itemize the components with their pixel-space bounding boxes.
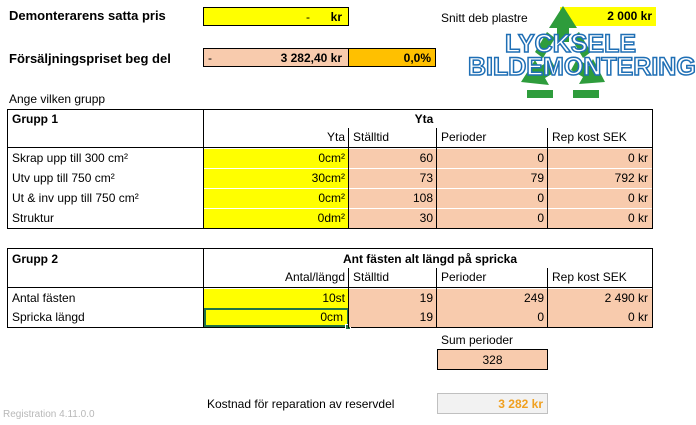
sum-value: 328 <box>437 349 548 370</box>
forsalj-value: 3 282,40 kr <box>280 51 342 65</box>
table-row-label: Skrap upp till 300 cm² <box>12 151 129 165</box>
table-row-label: Struktur <box>12 211 55 225</box>
demont-label: Demonterarens satta pris <box>9 8 166 23</box>
total-value: 3 282 kr <box>437 393 548 414</box>
logo-line1: LYCKSELE <box>505 30 637 58</box>
group1-header-yta: Yta <box>326 130 345 144</box>
table-cell-yta[interactable]: 0cm² <box>204 189 349 208</box>
table-row-label: Utv upp till 750 cm² <box>12 171 115 185</box>
table-row-label: Spricka längd <box>12 310 85 324</box>
group2-header-stalltid: Ställtid <box>353 270 390 284</box>
forsalj-percent[interactable]: 0,0% <box>348 48 436 67</box>
table-cell-perioder: 0 <box>437 209 548 228</box>
table-cell-stalltid: 108 <box>349 189 437 208</box>
forsalj-dash: - <box>208 51 212 65</box>
table-cell-yta[interactable]: 0dm² <box>204 209 349 228</box>
table-cell-kost: 0 kr <box>548 149 652 168</box>
registration-text: Registration 4.11.0.0 <box>3 409 95 420</box>
group1-header-perioder: Perioder <box>441 130 487 144</box>
demont-dash: - <box>306 10 310 24</box>
group1-title: Grupp 1 <box>12 112 59 126</box>
table-cell-kost: 2 490 kr <box>548 289 652 308</box>
table-row-label: Ut & inv upp till 750 cm² <box>12 191 139 205</box>
group1-header-stalltid: Ställtid <box>353 130 390 144</box>
table-cell-perioder: 0 <box>437 308 548 327</box>
demont-price-cell[interactable] <box>203 7 349 26</box>
table-cell-stalltid: 30 <box>349 209 437 228</box>
group-prompt: Ange vilken grupp <box>9 92 106 106</box>
table-cell-stalltid: 19 <box>349 289 437 308</box>
table-cell-antal[interactable]: 10st <box>204 289 349 308</box>
forsalj-price-cell[interactable] <box>203 48 349 67</box>
table-cell-stalltid: 60 <box>349 149 437 168</box>
group2-section: Ant fästen alt längd på spricka <box>342 252 518 266</box>
table-cell-perioder: 0 <box>437 149 548 168</box>
forsalj-label: Försäljningspriset beg del <box>9 51 171 66</box>
snitt-label: Snitt deb plastre <box>441 11 528 25</box>
sum-label: Sum perioder <box>441 333 514 347</box>
logo-line2: BILDEMONTERING <box>468 53 696 81</box>
group1-header-kost: Rep kost SEK <box>552 130 627 144</box>
group1-section: Yta <box>414 112 434 126</box>
table-cell-perioder: 249 <box>437 289 548 308</box>
table-cell-spricka-selected[interactable]: 0cm <box>204 308 349 327</box>
group2-header-antal: Antal/längd <box>284 270 345 284</box>
table-row-label: Antal fästen <box>12 291 76 305</box>
table-cell-perioder: 0 <box>437 189 548 208</box>
table-cell-stalltid: 73 <box>349 169 437 188</box>
group2-header-perioder: Perioder <box>441 270 487 284</box>
group2-header-kost: Rep kost SEK <box>552 270 627 284</box>
table-cell-stalltid: 19 <box>349 308 437 327</box>
table-cell-kost: 0 kr <box>548 209 652 228</box>
table-cell-kost: 0 kr <box>548 308 652 327</box>
table-cell-kost: 792 kr <box>548 169 652 188</box>
table-cell-perioder: 79 <box>437 169 548 188</box>
snitt-value[interactable]: 2 000 kr <box>560 7 656 26</box>
table-cell-yta[interactable]: 0cm² <box>204 149 349 168</box>
total-label: Kostnad för reparation av reservdel <box>207 397 395 411</box>
table-cell-yta[interactable]: 30cm² <box>204 169 349 188</box>
demont-unit: kr <box>330 10 342 24</box>
table-cell-kost: 0 kr <box>548 189 652 208</box>
group2-title: Grupp 2 <box>12 252 59 266</box>
